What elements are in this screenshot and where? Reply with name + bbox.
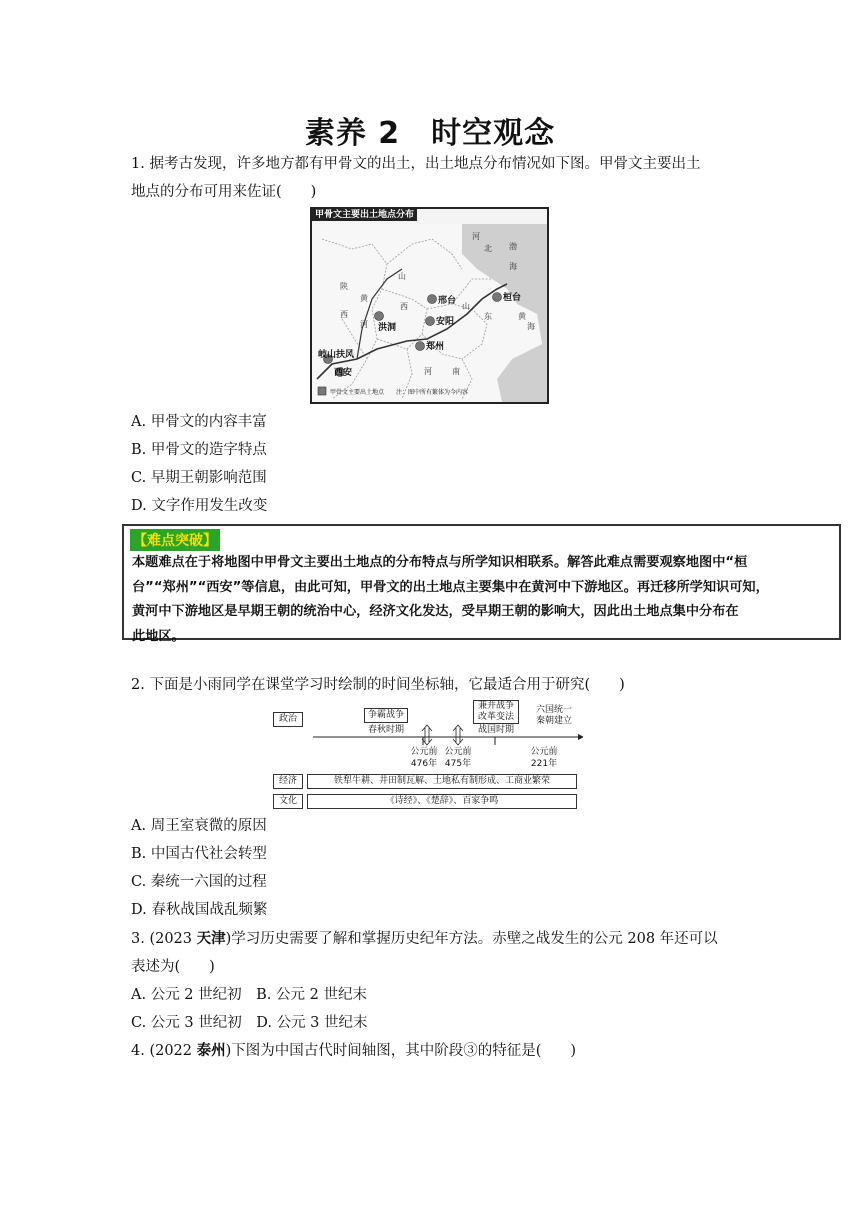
region-label: 河 [424, 367, 432, 376]
q3-stem-line2: 表述为( ) [131, 959, 215, 975]
analysis-body [132, 551, 832, 649]
place-label: 郑州 [426, 342, 445, 352]
place-label: 邢台 [438, 296, 457, 306]
q2-option-b[interactable]: B. 中国古代社会转型 [131, 846, 267, 862]
region-label: 陕 [340, 282, 348, 291]
q2-option-d[interactable]: D. 春秋战国战乱频繁 [131, 902, 268, 918]
map-legend: 甲骨文主要出土地点 注：图中所有繁体为今内容 [330, 389, 469, 396]
difficulty-analysis-box [122, 524, 841, 644]
place-label: 岐山扶风 [318, 350, 355, 360]
date-476-line1: 公元前 [410, 747, 438, 757]
date-475-line2: 475年 [444, 759, 472, 769]
q1-stem-line2: 地点的分布可用来佐证( ) [131, 184, 317, 200]
region-label: 海 [527, 322, 535, 331]
q3-source: 天津 [196, 931, 226, 947]
date-476-line2: 476年 [410, 759, 438, 769]
analysis-line: 黄河中下游地区是早期王朝的统治中心，经济文化发达，受早期王朝的影响大，因此出土地点集中分布在 [132, 604, 739, 619]
annexation-wars-text: 兼并战争 [477, 701, 514, 711]
q2-stem: 2. 下面是小雨同学在课堂学习时绘制的时间坐标轴，它最适合用于研究( ) [131, 677, 625, 693]
reform-text: 改革变法 [477, 712, 514, 722]
date-221-line2: 221年 [530, 759, 558, 769]
analysis-tag: 【难点突破】 [130, 529, 220, 551]
economy-label: 经济 [273, 774, 303, 789]
place-label: 桓台 [503, 293, 522, 303]
region-label: 南 [452, 367, 460, 376]
spring-autumn-label: 春秋时期 [367, 725, 404, 735]
page-title: 素养 2 时空观念 [304, 116, 556, 151]
q1-option-c[interactable]: C. 早期王朝影响范围 [131, 470, 267, 486]
warring-states-label: 战国时期 [477, 725, 514, 735]
region-label: 黄 [518, 312, 526, 321]
q3-stem-line1 [131, 929, 718, 949]
politics-label: 政治 [273, 712, 303, 727]
region-label: 黄 [360, 294, 368, 303]
hegemony-wars-box: 争霸战争 [364, 708, 408, 723]
date-475-line1: 公元前 [444, 747, 472, 757]
analysis-line: 台”“郑州”“西安”等信息，由此可知，甲骨文的出土地点主要集中在黄河中下游地区。再迁移所学知识可知， [132, 579, 769, 595]
place-label: 西安 [334, 368, 353, 378]
q4-rest: )下图为中国古代时间轴图，其中阶段③的特征是( ) [225, 1043, 577, 1059]
region-label: 西 [340, 310, 348, 319]
annexation-wars-box [473, 700, 519, 724]
q2-option-c[interactable]: C. 秦统一六国的过程 [131, 874, 267, 890]
q4-prefix: 4. (2022 [131, 1043, 197, 1059]
q1-option-a[interactable]: A. 甲骨文的内容丰富 [131, 414, 267, 430]
unification-label-1: 六国统一 [535, 705, 572, 715]
q3-rest: )学习历史需要了解和掌握历史纪年方法。赤壁之战发生的公元 208 年还可以 [225, 931, 718, 947]
analysis-line: 本题难点在于将地图中甲骨文主要出土地点的分布特点与所学知识相联系。解答此难点需要观察地图中“桓 [132, 555, 748, 570]
region-label: 河 [472, 232, 480, 241]
culture-label: 文化 [273, 794, 303, 809]
region-label: 西 [400, 302, 408, 311]
q1-stem-line1: 1. 据考古发现，许多地方都有甲骨文的出土，出土地点分布情况如下图。甲骨文主要出土 [131, 156, 701, 172]
place-label: 洪洞 [378, 323, 397, 333]
region-label: 东 [484, 312, 492, 321]
region-label: 海 [509, 262, 517, 271]
date-221-line1: 公元前 [530, 747, 558, 757]
region-label: 山 [462, 302, 470, 311]
economy-content: 铁犁牛耕、井田制瓦解、土地私有制形成、工商业繁荣 [307, 774, 577, 789]
q1-option-d[interactable]: D. 文字作用发生改变 [131, 498, 268, 514]
unification-label-2: 秦朝建立 [535, 716, 572, 726]
region-label: 渤 [509, 242, 517, 251]
map-caption: 甲骨文主要出土地点分布 [312, 209, 417, 221]
place-label: 安阳 [436, 317, 455, 327]
q3-options-row1[interactable]: A. 公元 2 世纪初 B. 公元 2 世纪末 [131, 987, 367, 1003]
q3-prefix: 3. (2023 [131, 931, 197, 947]
q4-source: 泰州 [196, 1043, 226, 1059]
culture-content: 《诗经》、《楚辞》、百家争鸣 [307, 794, 577, 809]
q4-stem [131, 1041, 576, 1061]
q2-option-a[interactable]: A. 周王室衰微的原因 [131, 818, 267, 834]
region-label: 山 [398, 272, 406, 281]
analysis-line: 此地区。 [132, 628, 185, 644]
q3-options-row2[interactable]: C. 公元 3 世纪初 D. 公元 3 世纪末 [131, 1015, 368, 1031]
oracle-bone-map [310, 207, 549, 404]
timeline-figure [273, 700, 583, 810]
q1-option-b[interactable]: B. 甲骨文的造字特点 [131, 442, 267, 458]
region-label: 河 [360, 320, 368, 329]
region-label: 北 [484, 244, 492, 253]
map-graphic [312, 209, 547, 402]
